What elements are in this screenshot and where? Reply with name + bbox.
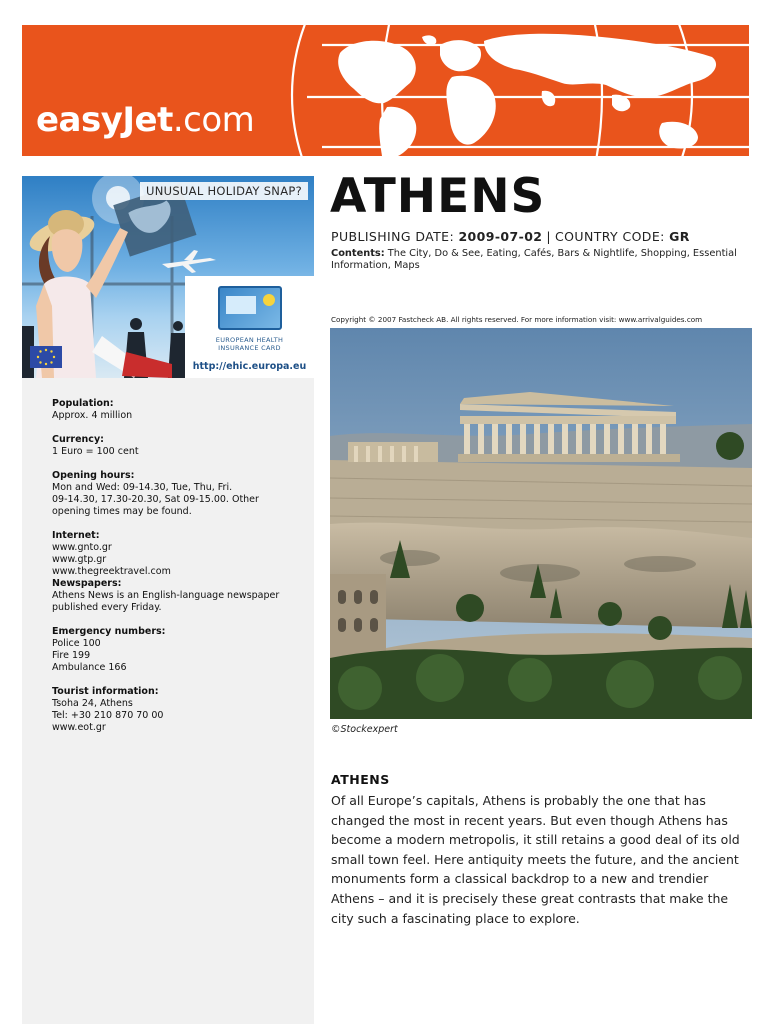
ehic-label-line2: INSURANCE CARD [218,344,281,352]
section-heading: ATHENS [331,772,390,787]
fact-value: opening times may be found. [52,506,192,517]
fact-internet [52,530,302,578]
sidebar [22,176,314,1024]
fact-value: published every Friday. [52,602,162,613]
logo-suffix-text: .com [172,100,255,140]
copyright-notice: Copyright © 2007 Fastcheck AB. All rights reserved. For more information visit: www.arrivalguides.com [331,315,703,324]
health-card-icon [218,286,282,330]
fact-opening-hours [52,470,302,518]
country-code: GR [669,229,690,244]
ehic-card-panel [185,276,314,378]
internet-link[interactable]: www.thegreektravel.com [52,566,171,577]
country-label: COUNTRY CODE: [555,229,665,244]
internet-link[interactable]: www.eot.gr [52,722,106,733]
publishing-label: PUBLISHING DATE: [331,229,455,244]
fact-label: Emergency numbers: [52,626,166,637]
fact-value: Mon and Wed: 09-14.30, Tue, Thu, Fri. [52,482,233,493]
ehic-label-line1: EUROPEAN HEALTH [215,336,284,344]
page-title: ATHENS [330,169,546,224]
header-banner [22,25,749,156]
acropolis-photo [330,328,752,719]
fact-label: Tourist information: [52,686,159,697]
photo-credit: ©Stockexpert [331,724,398,735]
ad-headline: UNUSUAL HOLIDAY SNAP? [140,182,308,200]
fact-label: Population: [52,398,114,409]
fact-value: 1 Euro = 100 cent [52,446,139,457]
contents-list [331,248,741,272]
quick-facts [52,398,302,746]
fact-currency [52,434,302,458]
internet-link[interactable]: www.gnto.gr [52,542,112,553]
fact-value: Fire 199 [52,650,91,661]
ehic-url-link[interactable]: http://ehic.europa.eu [192,361,307,372]
fact-value: 09-14.30, 17.30-20.30, Sat 09-15.00. Other [52,494,259,505]
fact-value: Police 100 [52,638,101,649]
contents-text: The City, Do & See, Eating, Cafés, Bars & Nightlife, Shopping, Essential Information, Maps [331,248,737,271]
ehic-advertisement[interactable] [22,176,314,378]
fact-label: Opening hours: [52,470,135,481]
logo-main-text: easyJet [36,100,173,140]
fact-value: Athens News is an English-language newspaper [52,590,280,601]
publishing-line [331,229,690,244]
fact-value: Ambulance 166 [52,662,127,673]
eu-flag-icon [30,346,62,368]
fact-label: Currency: [52,434,104,445]
fact-population [52,398,302,422]
fact-value: Tel: +30 210 870 70 00 [52,710,164,721]
intro-paragraph: Of all Europe’s capitals, Athens is probably the one that has changed the most in recent years. But even though Athens has become a modern metropolis, it still retains a good deal of its old small town feel. Here antiquity meets the future, and the ancient monuments form a classical backdrop to a new and trendier Athens – and it is precisely these great contrasts that make the city such a fascinating place to explore. [331,793,740,926]
fact-emergency-numbers [52,626,302,674]
fact-value: Approx. 4 million [52,410,133,421]
publishing-date: 2009-07-02 [458,229,543,244]
easyjet-logo[interactable] [36,100,255,140]
separator: | [546,229,552,244]
fact-label: Internet: [52,530,100,541]
contents-label: Contents: [331,248,385,259]
fact-newspapers [52,578,302,614]
ehic-card-label [185,336,314,352]
fact-label: Newspapers: [52,578,122,589]
internet-link[interactable]: www.gtp.gr [52,554,107,565]
fact-tourist-information [52,686,302,734]
fact-value: Tsoha 24, Athens [52,698,133,709]
